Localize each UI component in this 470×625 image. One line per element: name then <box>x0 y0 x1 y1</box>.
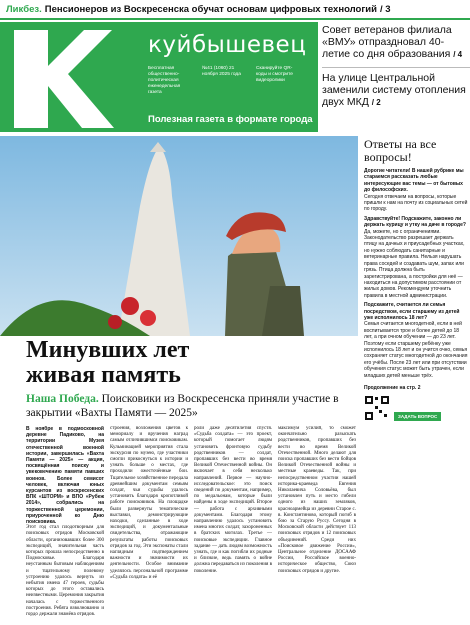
right-teasers <box>322 24 470 109</box>
tagline: Полезная газета в формате города <box>148 114 313 125</box>
teaser-tag: Ликбез. <box>6 3 42 15</box>
article-column <box>26 426 104 621</box>
article-intro: В ноябре в подмосковной деревне Падиково, на территории Музея отечественной военной истории, завершилась «Вахта Памяти — 2025» — акция, посвящённая поиску и увековечению памяти павших воинов. Более семисот человек, включая юных курсантов из воскресенских ВПК «ШТОРМ» и ВПО «Рубеж 2014», собрались на торжественной церемонии, приуроченной ко Дню поисковика. <box>26 426 104 526</box>
cover-photo <box>0 136 358 336</box>
teaser-text: Совет ветеранов филиала «ВМУ» отпраздновал 40-летие со дня образования <box>322 24 452 60</box>
article-headline <box>26 338 346 388</box>
qa-sidebar <box>364 138 468 625</box>
qa-title: Ответы на все вопросы! <box>364 137 437 164</box>
qa-question: Подскажите, считается ли семья посредством, если старшему из детей уже исполнилось 18 лет? <box>364 302 460 321</box>
logo-k-icon <box>6 26 116 130</box>
ask-question-button[interactable]: ЗАДАТЬ ВОПРОС <box>394 412 441 421</box>
teaser-headline: Пенсионеров из Воскресенска обучат основам цифровых технологий <box>44 3 377 15</box>
teaser-page: / 4 <box>453 50 463 59</box>
teaser-page: / 3 <box>379 3 391 15</box>
headline-line: живая память <box>26 362 181 388</box>
teaser-heating[interactable] <box>322 72 470 109</box>
qa-question: Дорогие читатели! В нашей рубрике мы стараемся рассказать любые интересующие вас темы — от бытовых до философских. <box>364 168 464 194</box>
qa-answer: Да, можете, но с ограничениями. Законодательство разрешает держать птицу на дачных и приусадебных участках, но нужно соблюдать санитарные и ветеринарные правила. Нельзя нарушать права соседей и создавать шум, запах или грязь. Птица должна быть зарегистрирована, а постройки для неё — находиться на допустимом расстоянии от жилых домов. Рекомендуем уточнить правила в местной администрации. <box>364 228 465 299</box>
article-paragraph: строения, возложения цветов к мемориалу и вручения наград самым отличившимся поисковикам. Кульминацией мероприятия стала экскурсия по музею, где участники смогли прикоснуться к истории и узнать больше о местах, где проходили ожесточённые бои. Тщательное хозяйственное передала древнейшим документам семьям солдат, чьи судьбы удалось установить благодаря кропотливой работе поисковиков. На площадке были развернуты тематические выставки, демонстрирующие находки, сделанные в ходе экспедиций, и документальные свидетельства, отражающие результаты работы поисковых отрядов за год. Эти экспонаты стали наглядным подтверждением важности и значимости их деятельности. Особое внимание уделялось персональной программе «Судьба солдата» и её <box>110 426 188 580</box>
issue-meta <box>148 66 300 96</box>
article-paragraph: роли даже десятилетия спустя. «Судьба солдата» — это проект, который помогает людям установить фронтовую судьбу родственников — солдат, пропавших без вести во время Великой Отечественной войны. Он включает в себя несколько направлений. Первое — научно-исследовательское: это поиск сведений по документам, например, по медальонам, которые были найдены в ходе экспедиций. Второе — работа с архивными документами. Благодаря этому направлению удалось установить имена многих солдат, захороненных в братских могилах. Третье — поисковые экспедиции. Главное задание — дать людям возможность узнать, где и как погибли их родные и близкие, ведь память о войне должна передаваться из поколения в поколение. <box>194 426 272 574</box>
article-paragraph: максимум усилий, то сможет окончательно разыскать родственников, пропавших без вести во время Великой Отечественной. Много делают для поиска пропавших без вести бойцов Великой Отечественной войны и местные краеведы. Так, при непосредственном участии нашей историка-краеведа Евгения Николаевича Соловьёва, был установлен путь и место гибели одного из наших земляков, красноармейца из деревни Старое с. в. Константиново, который погиб в бою за Старую Руссу. Сегодня в Московской области действует 113 поисковых отрядов и 12 поисковых объединений. Среди них «Поисковое движение России», Центральное отделение ДОСААФ России, Российское военно-историческое общество, Союз поисковых отрядов и другие. <box>278 426 356 574</box>
teaser-page: / 2 <box>371 98 381 107</box>
qa-question: Здравствуйте! Подскажите, законно ли держать курицу и утку на даче в городе? <box>364 215 466 229</box>
divider <box>322 67 470 68</box>
article-column <box>194 426 272 621</box>
meta-qr-hint: Сканируйте QR-коды и смотрите видеоролики <box>256 66 293 83</box>
lead-tag: Наша Победа. <box>26 393 99 405</box>
lead-text: Поисковики из Воскресенска приняли участие в закрытии «Вахты Памяти — 2025» <box>26 393 339 419</box>
article-column <box>278 426 356 621</box>
newspaper-title: куйбышевец <box>148 32 307 58</box>
meta-issue: №41 (1060) 21 ноября 2025 года <box>202 66 241 77</box>
masthead <box>0 22 318 132</box>
continued-note: Продолжение на стр. 2 <box>364 385 421 391</box>
qa-body <box>364 168 468 379</box>
qr-code-icon[interactable] <box>364 395 390 421</box>
top-teaser-bar[interactable] <box>0 0 470 20</box>
article-body <box>26 426 356 621</box>
headline-line: Минувших лет <box>26 337 190 363</box>
article-lead <box>26 392 351 420</box>
article-column <box>110 426 188 621</box>
teaser-veterans[interactable] <box>322 24 470 61</box>
qa-answer: Сегодня отвечаем на вопросы, которые пришли к нам на почту из социальных сетей по городу. <box>364 193 468 213</box>
qa-qr-block <box>364 395 468 421</box>
article-paragraph: Этот год стал плодотворным для поисковых отрядов Московской области, организовавших более 300 экспедиций, значительная часть которых прошла непосредственно в Подмосковье. Благодаря неустанным бытовым наблюдениям и тщательному полевому устроению удалось вернуть из небытия имена 47 героев, судьбы которых до этого оставались неизвестными. Церемония закрытия началась с торжественного построения. Ребята взволнованно и гордо держали знамёна отрядов. <box>26 525 104 618</box>
meta-description: Бесплатная общественно-политическая еженедельная газета <box>148 66 181 95</box>
teaser-text: На улице Центральной заменили систему отопления двух МКД <box>322 72 466 108</box>
qa-answer: Семья считается многодетной, если в ней воспитывается трое и более детей до 18 лет, а при очном обучении — до 23 лет. Поэтому если старшему ребёнку уже исполнилось 18 лет и он учится очно, семья сохраняет статус многодетной до окончания его учёбы. После 23 лет или при отсутствии обучения статус может быть утрачен, если младших детей меньше трёх. <box>364 321 468 379</box>
